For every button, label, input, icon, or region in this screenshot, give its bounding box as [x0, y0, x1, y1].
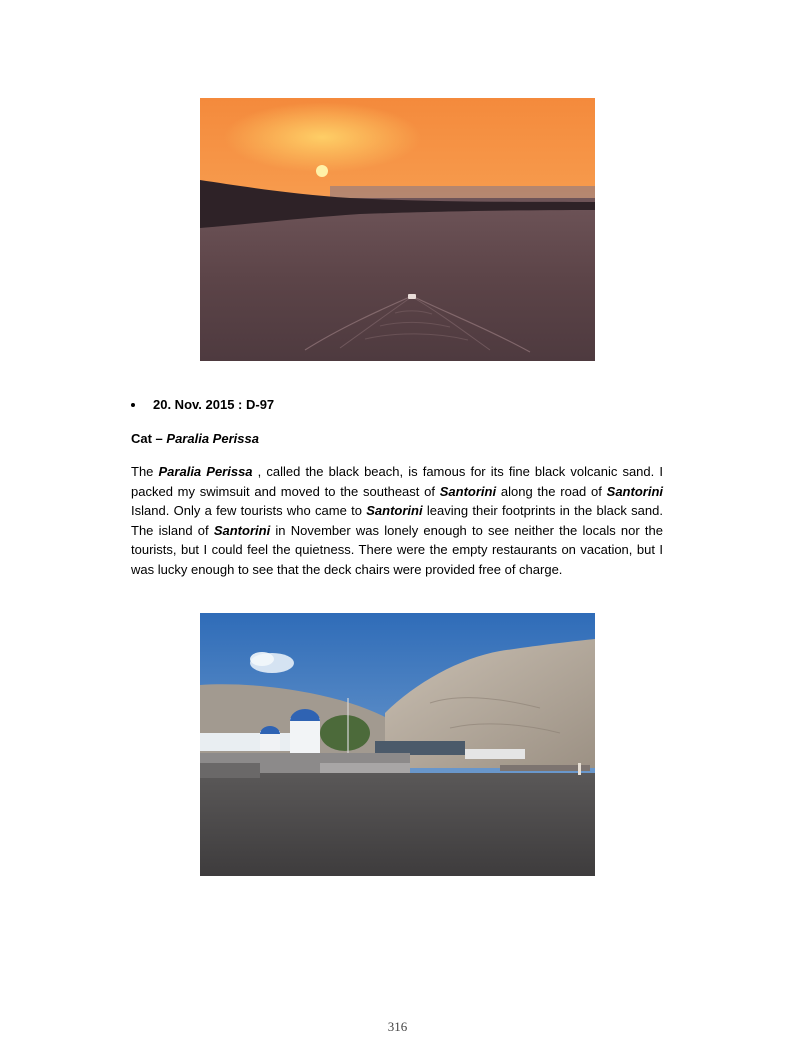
text-run: along the road of — [496, 483, 607, 499]
place-name: Santorini — [606, 483, 663, 499]
place-name: Santorini — [439, 483, 497, 499]
text-run: in November was lonely enough to see neither the locals nor the tourists, but I could feel the quietness. There were the empty restaurants on vacation, but I was lucky enough to see that the deck chairs were provided free of charge. — [131, 522, 663, 577]
subheading-place: Paralia Perissa — [166, 431, 259, 446]
place-name: Santorini — [366, 503, 423, 518]
page-number: 316 — [387, 1019, 408, 1034]
sunset-photo — [200, 98, 595, 361]
text-run: Island. Only a few tourists who came to — [131, 503, 367, 518]
text-run: The — [131, 464, 159, 479]
entry-subheading — [131, 430, 259, 448]
place-name: Paralia Perissa — [158, 464, 253, 479]
body-paragraph — [131, 462, 663, 579]
date-heading-text: 20. Nov. 2015 : D-97 — [153, 397, 275, 412]
entry-date-heading — [131, 396, 274, 414]
black-beach-photo — [200, 613, 595, 876]
text-run: , called the black beach, is famous for its fine black volcanic sand. I packed my swimsuit and moved to the southeast of — [131, 464, 663, 499]
place-name: Santorini — [213, 522, 271, 538]
bullet-icon — [131, 403, 135, 407]
text-run: leaving their footprints in the black sand. The island of — [131, 503, 663, 538]
subheading-prefix: Cat – — [131, 431, 167, 446]
